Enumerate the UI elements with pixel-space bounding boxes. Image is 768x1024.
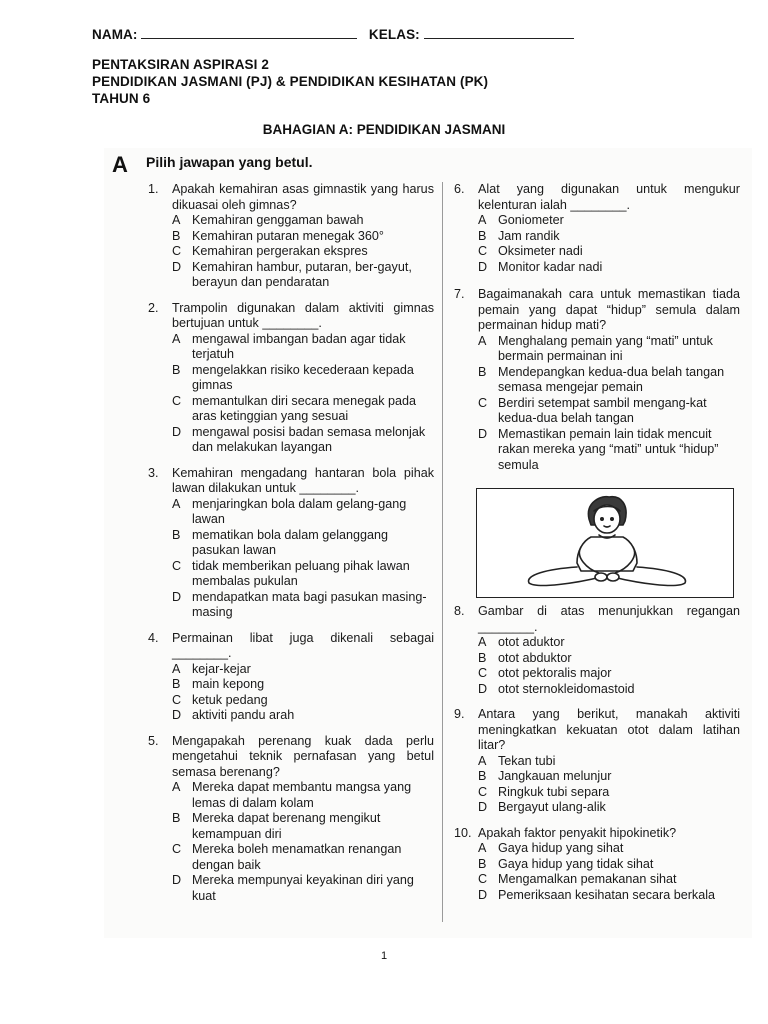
- option-a[interactable]: A Menghalang pemain yang “mati” untuk bermain permainan ini: [478, 333, 713, 363]
- column-divider: [442, 182, 443, 922]
- question-number: 6.: [454, 182, 465, 196]
- question-7: [454, 287, 740, 473]
- nama-label: NAMA:: [92, 27, 138, 42]
- question-3: [148, 466, 434, 621]
- option-b[interactable]: B main kepong: [172, 677, 265, 691]
- question-stem: Bagaimanakah cara untuk memastikan tiada pemain yang dapat “hidup” semula dalam permainan hidup mati?: [478, 287, 740, 332]
- option-c[interactable]: C Berdiri setempat sambil mengang-kat kedua-dua belah tangan: [478, 395, 707, 425]
- option-c[interactable]: C Oksimeter nadi: [478, 244, 583, 258]
- option-b[interactable]: B mematikan bola dalam gelanggang pasukan lawan: [172, 527, 389, 557]
- option-d[interactable]: D otot sternokleidomastoid: [478, 681, 635, 696]
- question-4: [148, 631, 434, 724]
- option-a[interactable]: A mengawal imbangan badan agar tidak terjatuh: [172, 331, 406, 361]
- option-a[interactable]: A Mereka dapat membantu mangsa yang lemas di dalam kolam: [172, 780, 412, 810]
- right-column-bottom: [454, 604, 740, 910]
- question-stem: Trampolin digunakan dalam aktiviti gimnas bertujuan untuk ________.: [172, 300, 434, 330]
- question-6: [454, 182, 740, 275]
- option-d[interactable]: D Memastikan pemain lain tidak mencuit rakan mereka yang “mati” untuk “hidup” semula: [478, 426, 719, 472]
- option-d[interactable]: D Pemeriksaan kesihatan secara berkala: [478, 887, 716, 902]
- page-number: 1: [380, 950, 388, 962]
- option-a[interactable]: A Goniometer: [478, 213, 564, 227]
- option-b[interactable]: B Kemahiran putaran menegak 360°: [172, 228, 384, 243]
- option-a[interactable]: A kejar-kejar: [172, 661, 251, 676]
- question-9: [454, 707, 740, 816]
- option-a[interactable]: A otot aduktor: [478, 635, 565, 649]
- question-10: [454, 826, 740, 904]
- option-b[interactable]: B Mereka dapat berenang mengikut kemampuan diri: [172, 811, 381, 841]
- option-a[interactable]: A Gaya hidup yang sihat: [478, 841, 624, 855]
- option-c[interactable]: C Kemahiran pergerakan ekspres: [172, 244, 368, 258]
- question-1: [148, 182, 434, 291]
- question-number: 3.: [148, 465, 159, 480]
- kelas-label: KELAS:: [368, 27, 420, 42]
- option-d[interactable]: D Mereka mempunyai keyakinan diri yang kuat: [172, 873, 414, 903]
- question-stem: Apakah faktor penyakit hipokinetik?: [478, 825, 677, 840]
- question-number: 9.: [454, 707, 465, 721]
- option-a[interactable]: A menjaringkan bola dalam gelang-gang lawan: [172, 496, 407, 526]
- option-a[interactable]: A Kemahiran genggaman bawah: [172, 213, 364, 227]
- question-8: [454, 604, 740, 697]
- option-c[interactable]: C otot pektoralis major: [478, 666, 612, 680]
- option-c[interactable]: C ketuk pedang: [172, 692, 268, 707]
- part-letter: A: [112, 152, 128, 177]
- option-d[interactable]: D Bergayut ulang-alik: [478, 800, 606, 814]
- option-b[interactable]: B Jam randik: [478, 228, 560, 243]
- option-d[interactable]: D aktiviti pandu arah: [172, 708, 295, 722]
- option-b[interactable]: B otot abduktor: [478, 650, 572, 665]
- question-number: 7.: [454, 287, 465, 301]
- question-2: [148, 301, 434, 456]
- right-column-top: [454, 182, 740, 480]
- name-class-line: [92, 26, 574, 42]
- option-c[interactable]: C Ringkuk tubi separa: [478, 784, 610, 799]
- question-stem: Alat yang digunakan untuk mengukur kelenturan ialah ________.: [478, 182, 740, 212]
- option-c[interactable]: C Mengamalkan pemakanan sihat: [478, 872, 677, 886]
- question-stem: Permainan libat juga dikenali sebagai ________.: [172, 630, 434, 660]
- question-5: [148, 734, 434, 905]
- question-stem: Gambar di atas menunjukkan regangan ________.: [478, 604, 740, 634]
- question-number: 2.: [148, 300, 159, 315]
- question-number: 4.: [148, 630, 159, 645]
- question-number: 5.: [148, 733, 159, 748]
- option-d[interactable]: D Kemahiran hambur, putaran, ber-gayut, berayun dan pendaratan: [172, 259, 412, 289]
- option-c[interactable]: C memantulkan diri secara menegak pada aras ketinggian yang sesuai: [172, 393, 417, 423]
- option-b[interactable]: B Gaya hidup yang tidak sihat: [478, 856, 654, 871]
- year-title: TAHUN 6: [92, 91, 151, 106]
- question-stem: Mengapakah perenang kuak dada perlu mengetahui teknik pernafasan yang betul semasa berenang?: [172, 733, 434, 779]
- option-b[interactable]: B mengelakkan risiko kecederaan kepada gimnas: [172, 362, 414, 392]
- exam-title: PENTAKSIRAN ASPIRASI 2: [92, 57, 269, 72]
- option-d[interactable]: D Monitor kadar nadi: [478, 259, 603, 274]
- stretching-illustration: [476, 488, 734, 598]
- subject-title: PENDIDIKAN JASMANI (PJ) & PENDIDIKAN KESIHATAN (PK): [92, 74, 489, 89]
- question-stem: Kemahiran mengadang hantaran bola pihak lawan dilakukan untuk ________.: [172, 465, 434, 495]
- question-number: 10.: [454, 825, 472, 840]
- part-instruction: Pilih jawapan yang betul.: [146, 154, 313, 170]
- option-a[interactable]: A Tekan tubi: [478, 753, 556, 768]
- option-b[interactable]: B Mendepangkan kedua-dua belah tangan semasa mengejar pemain: [478, 364, 725, 394]
- option-c[interactable]: C Mereka boleh menamatkan renangan dengan baik: [172, 842, 402, 872]
- option-d[interactable]: D mendapatkan mata bagi pasukan masing-masing: [172, 589, 427, 619]
- kelas-blank[interactable]: [424, 26, 574, 39]
- option-c[interactable]: C tidak memberikan peluang pihak lawan membalas pukulan: [172, 558, 410, 588]
- option-b[interactable]: B Jangkauan melunjur: [478, 769, 612, 783]
- option-d[interactable]: D mengawal posisi badan semasa melonjak dan melakukan layangan: [172, 424, 426, 454]
- section-title: BAHAGIAN A: PENDIDIKAN JASMANI: [262, 122, 506, 137]
- question-number: 1.: [148, 182, 159, 196]
- seated-girl-drawing: [477, 489, 733, 597]
- question-stem: Antara yang berikut, manakah aktiviti meningkatkan kekuatan otot dalam latihan litar?: [478, 707, 740, 752]
- question-stem: Apakah kemahiran asas gimnastik yang harus dikuasai oleh gimnas?: [172, 182, 434, 212]
- nama-blank[interactable]: [141, 26, 357, 39]
- left-column: [148, 182, 434, 911]
- question-number: 8.: [454, 604, 465, 618]
